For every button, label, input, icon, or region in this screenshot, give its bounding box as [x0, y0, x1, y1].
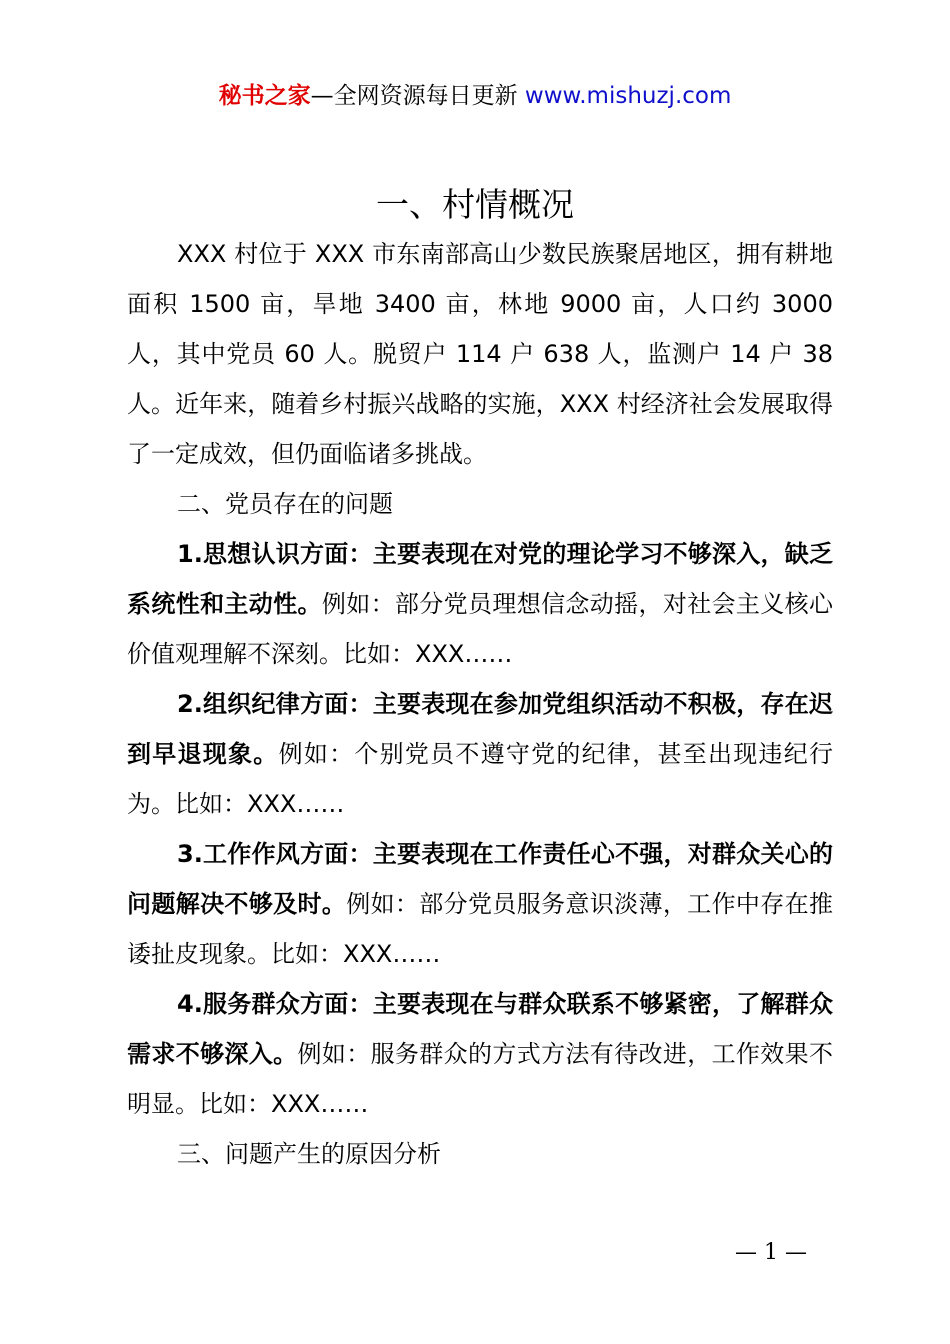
issue-detail: 例如：部分党员服务意识淡薄，工作中存在推诿扯皮现象。比如：XXX…… [127, 890, 834, 968]
issue-detail: 例如：个别党员不遵守党的纪律，甚至出现违纪行为。比如：XXX…… [127, 740, 834, 818]
issue-paragraph-2 [127, 679, 833, 829]
header-tagline: —全网资源每日更新 [310, 83, 518, 109]
document-body [127, 229, 833, 1179]
intro-paragraph: XXX 村位于 XXX 市东南部高山少数民族聚居地区，拥有耕地面积 1500 亩，旱地 3400 亩，林地 9000 亩，人口约 3000 人，其中党员 60 人。脱贸户 114 户 638 人，监测户 14 户 38 人。近年来，随着乡村振兴战略的实施，XXX 村经济社会发展取得了一定成效，但仍面临诸多挑战。 [127, 240, 833, 468]
issue-paragraph-4 [127, 979, 833, 1129]
issue-lead: 4.服务群众方面：主要表现在与群众联系不够紧密，了解群众需求不够深入。 [127, 990, 833, 1068]
page-title: 一、村情概况 [376, 185, 574, 224]
section-heading-problems: 二、党员存在的问题 [177, 490, 393, 518]
section-heading-causes: 三、问题产生的原因分析 [177, 1140, 441, 1168]
issue-lead: 3.工作作风方面：主要表现在工作责任心不强，对群众关心的问题解决不够及时。 [127, 840, 833, 918]
issue-lead: 1.思想认识方面：主要表现在对党的理论学习不够深入，缺乏系统性和主动性。 [127, 540, 833, 618]
issue-lead: 2.组织纪律方面：主要表现在参加党组织活动不积极，存在迟到早退现象。 [127, 690, 833, 768]
site-header [0, 80, 950, 112]
issue-paragraph-3 [127, 829, 833, 979]
brand-name: 秘书之家 [218, 83, 311, 109]
issue-detail: 例如：部分党员理想信念动摇，对社会主义核心价值观理解不深刻。比如：XXX…… [127, 590, 834, 668]
issue-paragraph-1 [127, 529, 833, 679]
site-url-link[interactable]: www.mishuzj.com [524, 83, 732, 109]
issue-detail: 例如：服务群众的方式方法有待改进，工作效果不明显。比如：XXX…… [127, 1040, 833, 1118]
page-number: — 1 — [735, 1240, 807, 1265]
